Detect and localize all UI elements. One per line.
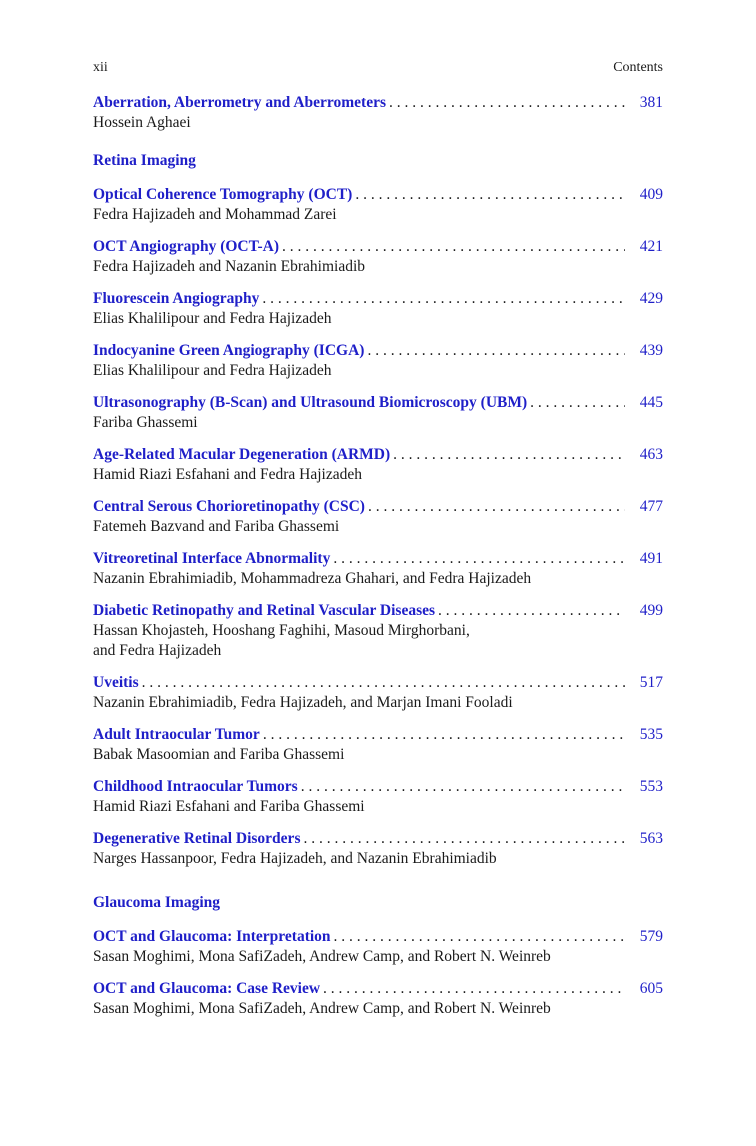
chapter-title-link[interactable]: Central Serous Chorioretinopathy (CSC) xyxy=(93,498,365,515)
chapter-authors: Hamid Riazi Esfahani and Fariba Ghassemi xyxy=(93,798,365,815)
chapter-page-link[interactable]: 421 xyxy=(639,238,663,255)
chapter-authors: Elias Khalilipour and Fedra Hajizadeh xyxy=(93,362,332,379)
chapter-title-link[interactable]: Fluorescein Angiography xyxy=(93,290,260,307)
dot-leader xyxy=(334,927,625,947)
toc-entry-title-line xyxy=(93,979,663,999)
chapter-authors: Hossein Aghaei xyxy=(93,114,191,131)
chapter-title-link[interactable]: Ultrasonography (B-Scan) and Ultrasound Biomicroscopy (UBM) xyxy=(93,394,528,411)
chapter-title-link[interactable]: OCT and Glaucoma: Interpretation xyxy=(93,928,331,945)
chapter-authors: Elias Khalilipour and Fedra Hajizadeh xyxy=(93,310,332,327)
toc-entry xyxy=(93,445,663,485)
dot-leader xyxy=(333,549,625,569)
toc-entry xyxy=(93,777,663,817)
chapter-page-link[interactable]: 517 xyxy=(639,674,663,691)
toc-entry-title-line xyxy=(93,185,663,205)
toc-entry xyxy=(93,237,663,277)
chapter-title-link[interactable]: Aberration, Aberrometry and Aberrometers xyxy=(93,94,386,111)
chapter-title-link[interactable]: Adult Intraocular Tumor xyxy=(93,726,260,743)
dot-leader xyxy=(368,497,625,517)
chapter-page-link[interactable]: 381 xyxy=(639,94,663,111)
dot-leader xyxy=(282,237,625,257)
dot-leader xyxy=(323,979,625,999)
dot-leader xyxy=(303,829,625,849)
chapter-authors: and Fedra Hajizadeh xyxy=(93,642,222,659)
toc-entry-title-line xyxy=(93,497,663,517)
toc-entry xyxy=(93,601,663,661)
chapter-authors: Hassan Khojasteh, Hooshang Faghihi, Masoud Mirghorbani, xyxy=(93,622,470,639)
toc-entry xyxy=(93,549,663,589)
toc-entry xyxy=(93,725,663,765)
toc-entry xyxy=(93,393,663,433)
chapter-authors: Fedra Hajizadeh and Nazanin Ebrahimiadib xyxy=(93,258,365,275)
toc-entry-title-line xyxy=(93,601,663,621)
chapter-authors: Nazanin Ebrahimiadib, Mohammadreza Ghahari, and Fedra Hajizadeh xyxy=(93,570,532,587)
toc-entry xyxy=(93,289,663,329)
toc-entry-title-line xyxy=(93,673,663,693)
dot-leader xyxy=(389,93,625,113)
dot-leader xyxy=(355,185,625,205)
toc-entry-title-line xyxy=(93,237,663,257)
toc-entry xyxy=(93,185,663,225)
chapter-page-link[interactable]: 477 xyxy=(639,498,663,515)
chapter-title-link[interactable]: Vitreoretinal Interface Abnormality xyxy=(93,550,331,567)
chapter-page-link[interactable]: 429 xyxy=(639,290,663,307)
toc-entry-title-line xyxy=(93,777,663,797)
page-number: xii xyxy=(93,60,108,75)
toc-entry xyxy=(93,829,663,869)
chapter-authors: Fatemeh Bazvand and Fariba Ghassemi xyxy=(93,518,340,535)
chapter-title-link[interactable]: Age-Related Macular Degeneration (ARMD) xyxy=(93,446,391,463)
toc-entry-title-line xyxy=(93,93,663,113)
chapter-authors: Hamid Riazi Esfahani and Fedra Hajizadeh xyxy=(93,466,362,483)
dot-leader xyxy=(262,289,625,309)
chapter-authors: Sasan Moghimi, Mona SafiZadeh, Andrew Camp, and Robert N. Weinreb xyxy=(93,1000,551,1017)
running-title: Contents xyxy=(613,60,663,75)
dot-leader xyxy=(393,445,625,465)
table-of-contents xyxy=(93,93,663,1019)
chapter-title-link[interactable]: Uveitis xyxy=(93,674,139,691)
toc-entry xyxy=(93,497,663,537)
chapter-title-link[interactable]: Optical Coherence Tomography (OCT) xyxy=(93,186,353,203)
toc-entry xyxy=(93,93,663,133)
chapter-page-link[interactable]: 445 xyxy=(639,394,663,411)
chapter-page-link[interactable]: 463 xyxy=(639,446,663,463)
chapter-authors: Narges Hassanpoor, Fedra Hajizadeh, and Nazanin Ebrahimiadib xyxy=(93,850,497,867)
chapter-page-link[interactable]: 409 xyxy=(639,186,663,203)
toc-entry xyxy=(93,927,663,967)
retina-entries xyxy=(93,185,663,869)
toc-entry-title-line xyxy=(93,393,663,413)
chapter-authors: Fedra Hajizadeh and Mohammad Zarei xyxy=(93,206,337,223)
toc-entry-title-line xyxy=(93,341,663,361)
chapter-page-link[interactable]: 499 xyxy=(639,602,663,619)
section-heading-glaucoma[interactable]: Glaucoma Imaging xyxy=(93,894,221,911)
chapter-page-link[interactable]: 553 xyxy=(639,778,663,795)
toc-entry xyxy=(93,341,663,381)
glaucoma-entries xyxy=(93,927,663,1019)
chapter-title-link[interactable]: OCT Angiography (OCT-A) xyxy=(93,238,280,255)
chapter-page-link[interactable]: 491 xyxy=(639,550,663,567)
chapter-authors: Sasan Moghimi, Mona SafiZadeh, Andrew Camp, and Robert N. Weinreb xyxy=(93,948,551,965)
chapter-authors: Babak Masoomian and Fariba Ghassemi xyxy=(93,746,345,763)
chapter-page-link[interactable]: 439 xyxy=(639,342,663,359)
chapter-authors: Fariba Ghassemi xyxy=(93,414,198,431)
toc-entry-title-line xyxy=(93,445,663,465)
intro-entries xyxy=(93,93,663,133)
chapter-title-link[interactable]: Diabetic Retinopathy and Retinal Vascular Diseases xyxy=(93,602,436,619)
chapter-title-link[interactable]: Degenerative Retinal Disorders xyxy=(93,830,301,847)
toc-entry-title-line xyxy=(93,927,663,947)
chapter-page-link[interactable]: 605 xyxy=(639,980,663,997)
chapter-title-link[interactable]: Indocyanine Green Angiography (ICGA) xyxy=(93,342,365,359)
toc-entry-title-line xyxy=(93,289,663,309)
toc-entry-title-line xyxy=(93,725,663,745)
toc-entry-title-line xyxy=(93,829,663,849)
dot-leader xyxy=(367,341,625,361)
toc-entry xyxy=(93,673,663,713)
dot-leader xyxy=(301,777,625,797)
chapter-title-link[interactable]: OCT and Glaucoma: Case Review xyxy=(93,980,321,997)
chapter-page-link[interactable]: 535 xyxy=(639,726,663,743)
chapter-authors: Nazanin Ebrahimiadib, Fedra Hajizadeh, and Marjan Imani Fooladi xyxy=(93,694,513,711)
dot-leader xyxy=(530,393,625,413)
chapter-page-link[interactable]: 579 xyxy=(639,928,663,945)
dot-leader xyxy=(142,673,625,693)
toc-entry-title-line xyxy=(93,549,663,569)
dot-leader xyxy=(263,725,625,745)
dot-leader xyxy=(438,601,625,621)
chapter-page-link[interactable]: 563 xyxy=(639,830,663,847)
section-heading-retina[interactable]: Retina Imaging xyxy=(93,152,196,169)
chapter-title-link[interactable]: Childhood Intraocular Tumors xyxy=(93,778,298,795)
page-header xyxy=(93,0,663,76)
toc-entry xyxy=(93,979,663,1019)
